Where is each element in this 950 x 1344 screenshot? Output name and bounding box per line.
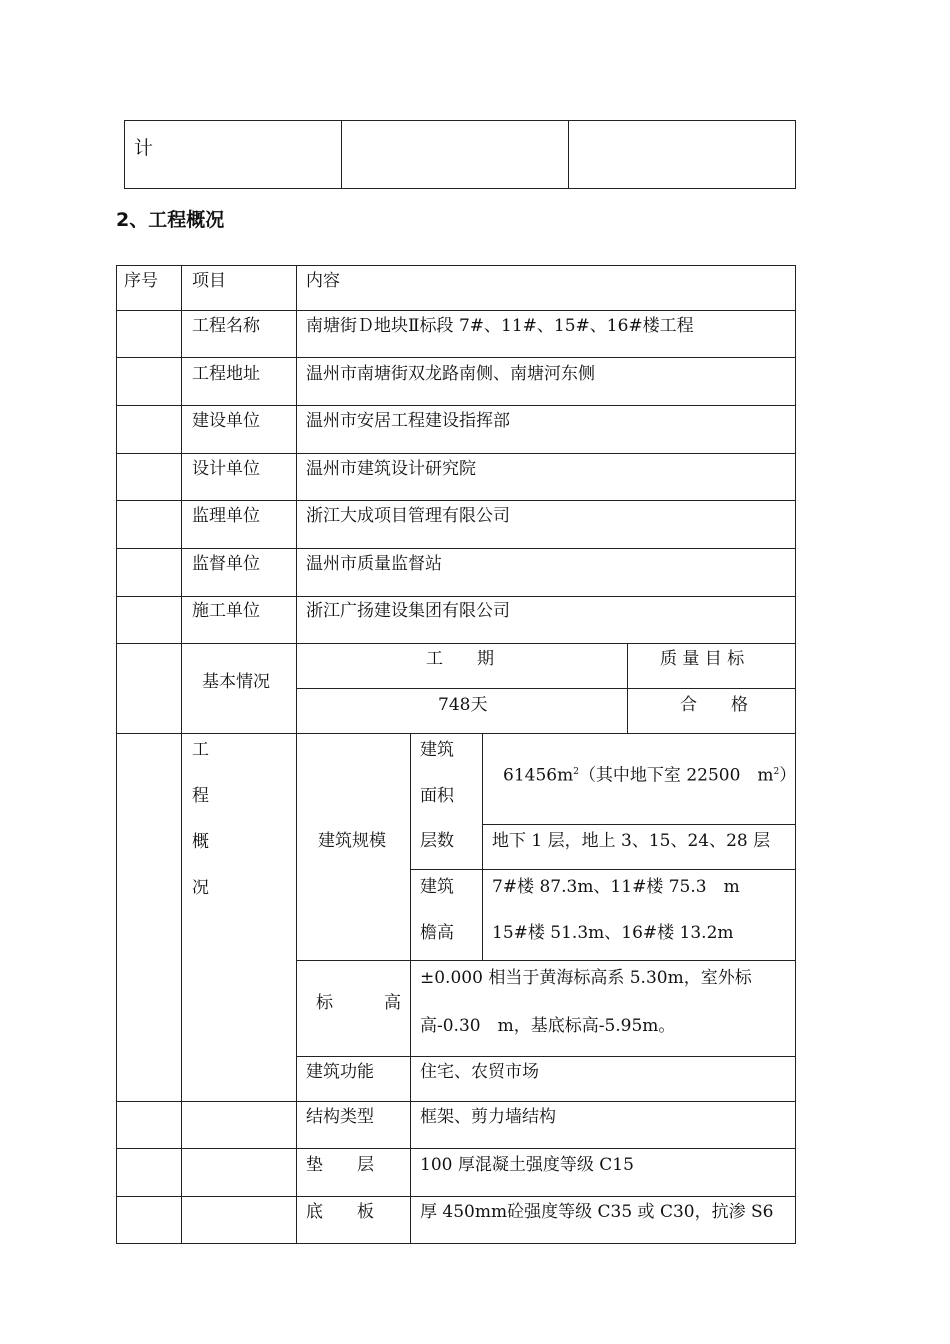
scale-label: 建筑规模 [318,831,386,851]
row-supervisor-label: 监理单位 [192,506,260,526]
row-designer-label: 设计单位 [192,459,260,479]
period-header: 工 期 [426,649,494,669]
basic-label: 基本情况 [202,672,270,692]
cushion-label: 垫 层 [306,1155,374,1175]
eave-label-2: 檐高 [420,923,454,943]
overview-label-char: 程 [192,786,209,806]
elevation-label: 标 高 [316,993,401,1013]
elevation-value-2: 高-0.30 m，基底标高-5.95m。 [420,1016,676,1036]
area-label-2: 面积 [420,786,454,806]
structure-label: 结构类型 [306,1107,374,1127]
row-supervisor-value: 浙江大成项目管理有限公司 [306,506,510,526]
elevation-value-1: ±0.000 相当于黄海标高系 5.30m，室外标 [420,968,752,988]
function-value: 住宅、农贸市场 [420,1062,539,1082]
row-constructor-value: 浙江广扬建设集团有限公司 [306,601,510,621]
row-constructor-label: 施工单位 [192,601,260,621]
area-value-basement: （其中地下室 22500 m [578,765,774,786]
row-address-value: 温州市南塘街双龙路南侧、南塘河东侧 [306,364,595,384]
area-unit-sup: 2 [573,767,579,777]
area-label-1: 建筑 [420,740,454,760]
floors-value: 地下 1 层，地上 3、15、24、28 层 [492,831,771,851]
row-designer-value: 温州市建筑设计研究院 [306,459,476,479]
row-project-name-label: 工程名称 [192,316,260,336]
cushion-value: 100 厚混凝土强度等级 C15 [420,1155,634,1175]
eave-label-1: 建筑 [420,877,454,897]
eave-value-2: 15#楼 51.3m、16#楼 13.2m [492,923,734,943]
floors-label: 层数 [420,831,454,851]
overview-label-char: 况 [192,878,209,898]
header-item: 项目 [192,271,226,291]
row-inspector-value: 温州市质量监督站 [306,554,442,574]
row-project-name-value: 南塘街Ｄ地块Ⅱ标段 7#、11#、15#、16#楼工程 [306,316,694,336]
overview-label-char: 工 [192,740,209,760]
area-value [503,762,796,786]
header-content: 内容 [306,271,340,291]
top-table-cell-1: 计 [134,137,154,159]
row-address-label: 工程地址 [192,364,260,384]
structure-value: 框架、剪力墙结构 [420,1107,556,1127]
section-heading: 2、工程概况 [116,209,225,231]
overview-label-char: 概 [192,832,209,852]
quality-value: 合 格 [680,695,748,715]
area-unit-sup-2: 2 [773,767,780,777]
function-label: 建筑功能 [306,1062,374,1082]
row-builder-label: 建设单位 [192,411,260,431]
header-no: 序号 [124,271,158,291]
eave-value-1: 7#楼 87.3m、11#楼 75.3 m [492,877,740,897]
area-value-end: ） [779,765,797,786]
quality-header: 质 量 目 标 [660,649,745,669]
row-builder-value: 温州市安居工程建设指挥部 [306,411,510,431]
row-inspector-label: 监督单位 [192,554,260,574]
baseplate-label: 底 板 [306,1202,374,1222]
area-value-number: 61456m [503,765,574,786]
period-value: 748天 [438,695,488,715]
baseplate-value: 厚 450mm砼强度等级 C35 或 C30，抗渗 S6 [420,1202,774,1222]
